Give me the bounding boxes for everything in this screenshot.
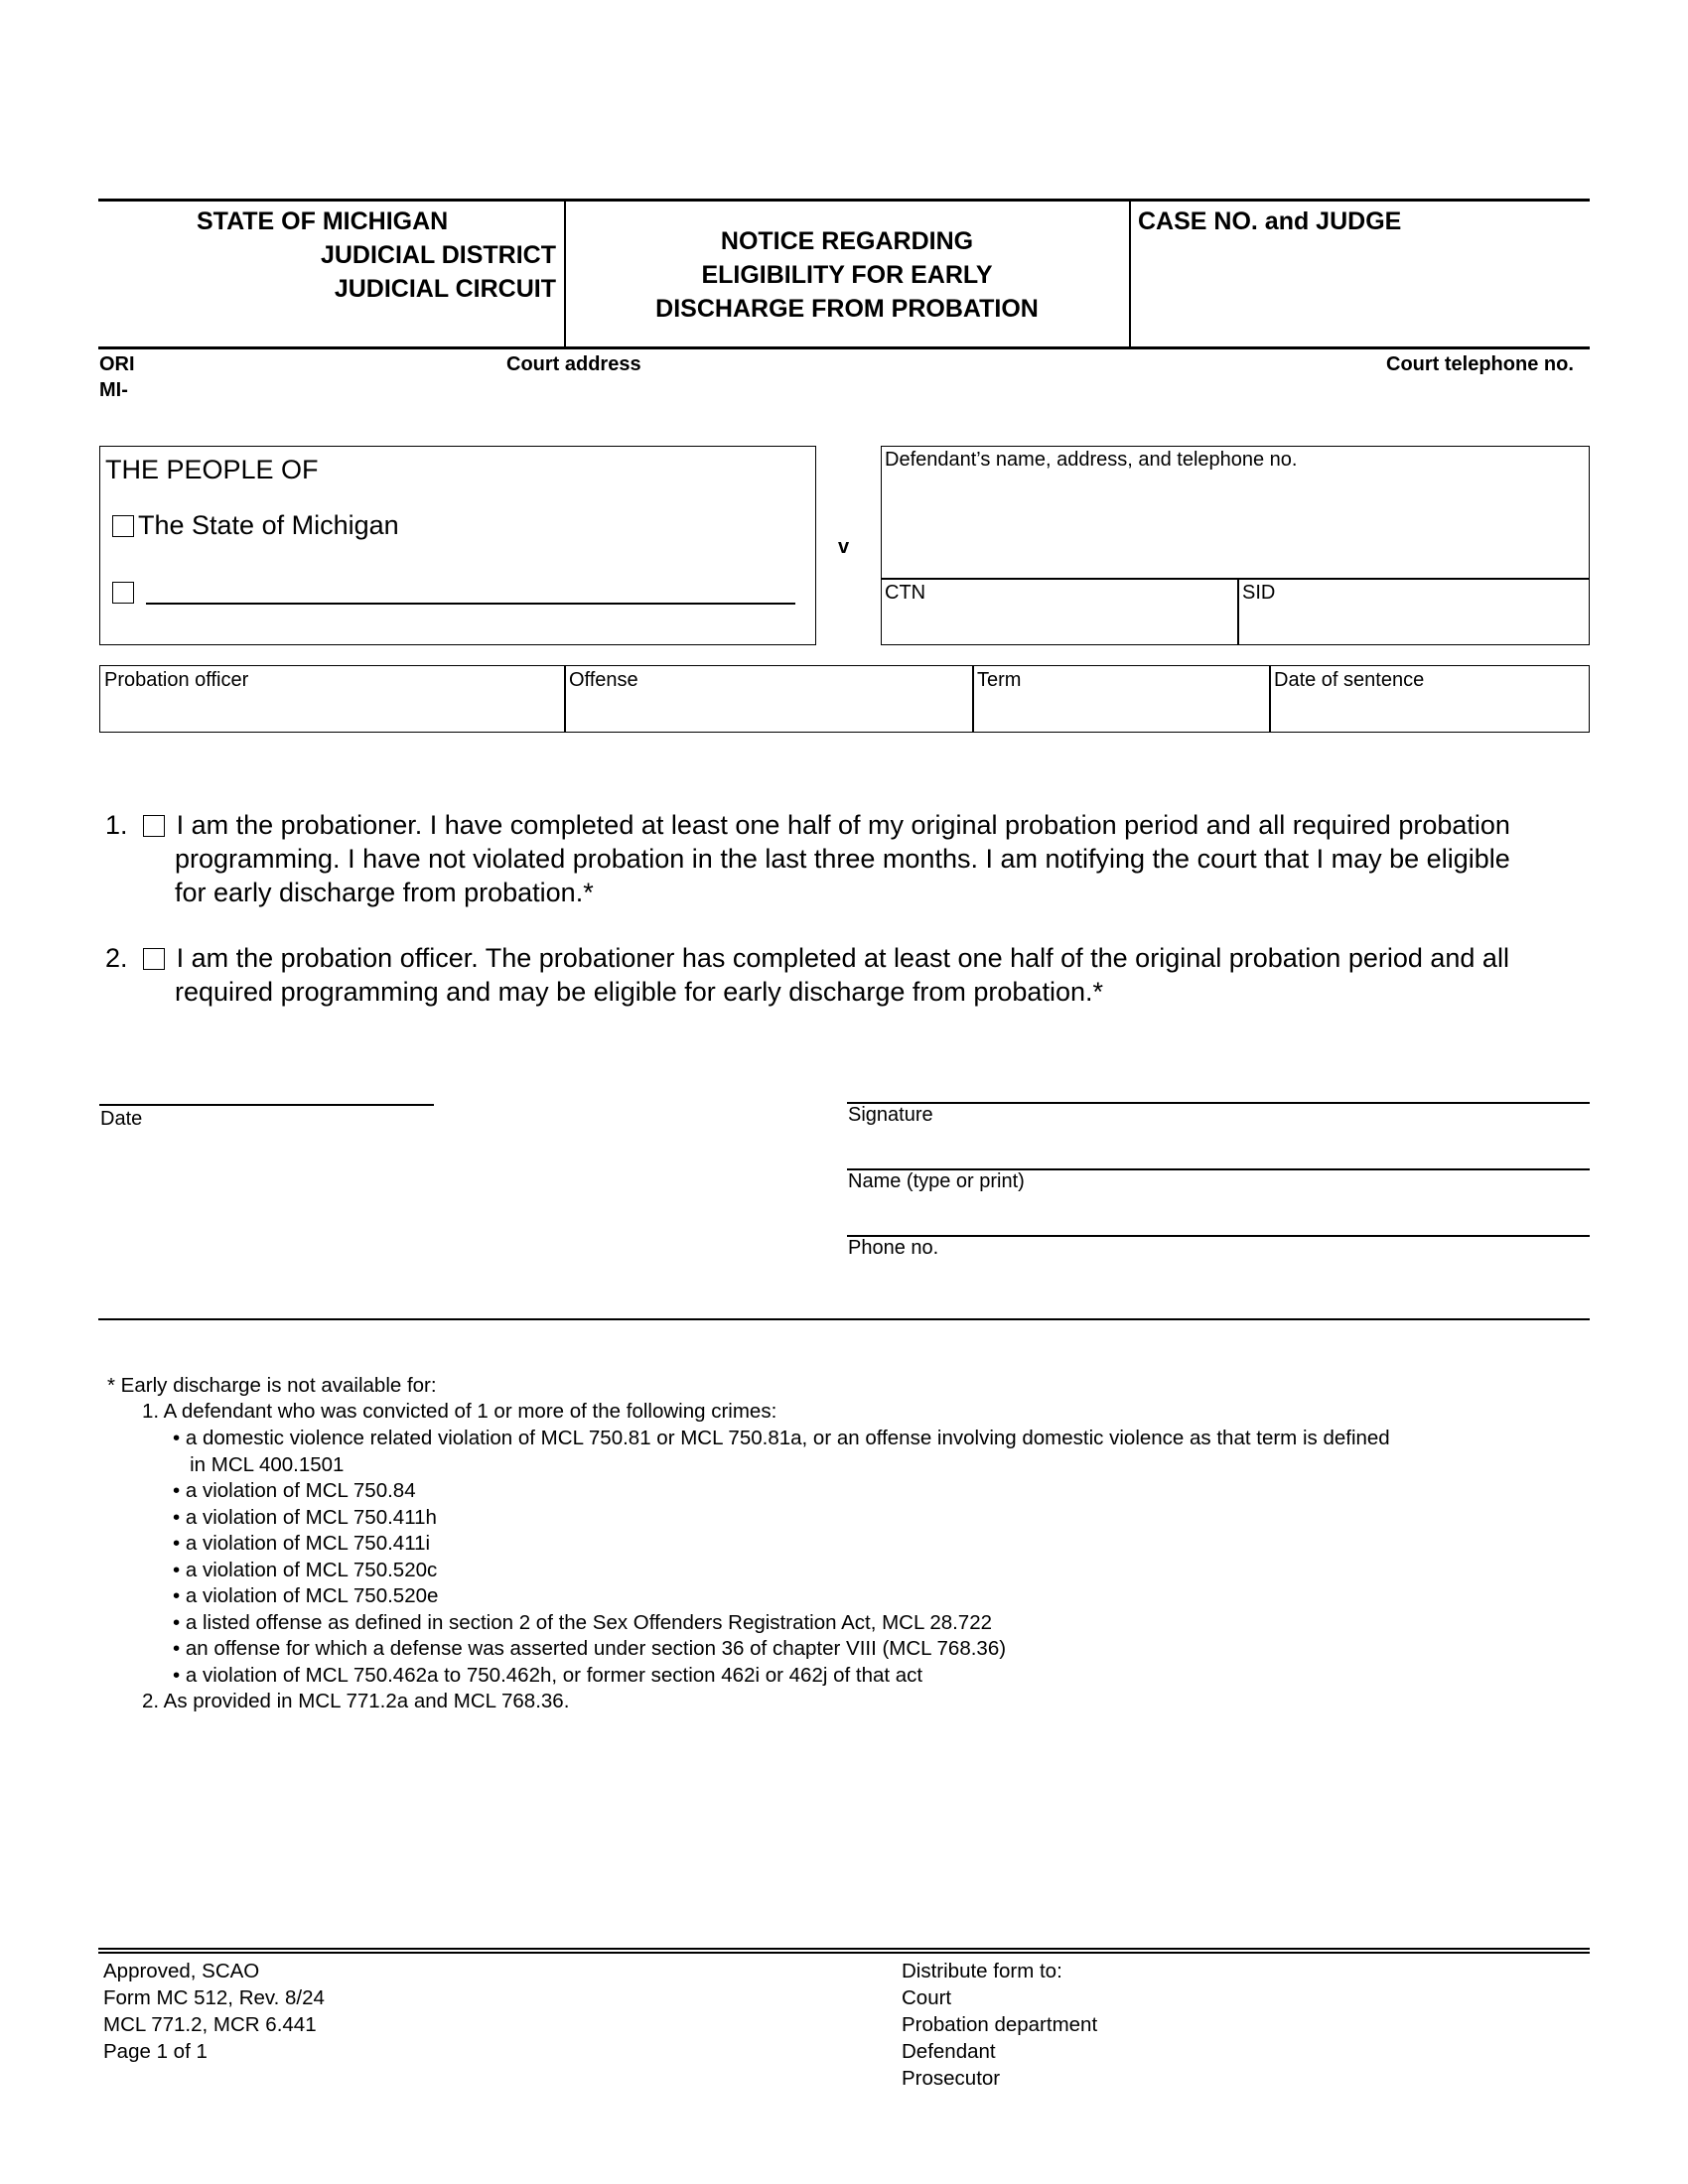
- court-telephone-label: Court telephone no.: [1386, 353, 1574, 375]
- ori-label: ORI: [99, 353, 135, 375]
- district-label: JUDICIAL DISTRICT: [320, 241, 556, 269]
- footer-rule-bottom: [98, 1952, 1590, 1954]
- signature-input[interactable]: [847, 1102, 1590, 1104]
- form-title: [566, 224, 1128, 326]
- footer-authority: MCL 771.2, MCR 6.441: [103, 2013, 317, 2036]
- sid-label: SID: [1242, 582, 1276, 604]
- statement-1-number: 1.: [105, 810, 128, 840]
- details-divider-3: [1269, 666, 1271, 732]
- footnote-bullet: • a violation of MCL 750.84: [173, 1479, 416, 1502]
- ctn-sid-divider: [1237, 578, 1239, 644]
- header-top-rule: [98, 199, 1590, 202]
- footer-approved: Approved, SCAO: [103, 1960, 260, 1982]
- statement-1-line-3: for early discharge from probation.*: [175, 878, 594, 907]
- footer-form-number: Form MC 512, Rev. 8/24: [103, 1986, 325, 2009]
- phone-input[interactable]: [847, 1235, 1590, 1237]
- defendant-divider: [882, 578, 1589, 580]
- section-divider: [98, 1318, 1590, 1320]
- statement-2-line-1: I am the probation officer. The probationer has completed at least one half of the original probation period and all: [176, 943, 1509, 973]
- header-bottom-rule: [98, 346, 1590, 349]
- court-address-label: Court address: [506, 353, 641, 375]
- header-divider-2: [1129, 201, 1131, 348]
- form-title-line-1: NOTICE REGARDING: [720, 227, 974, 255]
- state-option[interactable]: [112, 508, 399, 542]
- name-label: Name (type or print): [848, 1170, 1025, 1192]
- distribute-probation: Probation department: [902, 2013, 1098, 2036]
- people-box: [99, 446, 816, 645]
- footnote-bullet-list: [173, 1426, 1390, 1689]
- other-checkbox[interactable]: [112, 582, 134, 604]
- phone-label: Phone no.: [848, 1237, 939, 1259]
- case-number-field[interactable]: [1132, 243, 1587, 342]
- versus-label: v: [838, 536, 850, 558]
- footer-rule-top: [98, 1948, 1590, 1950]
- term-label: Term: [977, 669, 1022, 691]
- distribute-defendant: Defendant: [902, 2040, 996, 2063]
- date-label: Date: [100, 1108, 143, 1130]
- mi-label: MI-: [99, 379, 128, 401]
- statement-1-checkbox[interactable]: [143, 815, 165, 837]
- ctn-label: CTN: [885, 582, 926, 604]
- defendant-box: [881, 446, 1590, 645]
- state-checkbox[interactable]: [112, 515, 134, 537]
- state-option-label: The State of Michigan: [138, 510, 399, 540]
- defendant-label: Defendant’s name, address, and telephone no.: [885, 449, 1298, 471]
- case-number-label: CASE NO. and JUDGE: [1138, 207, 1402, 235]
- details-row: [99, 665, 1590, 733]
- footnote-bullet: • a violation of MCL 750.520c: [173, 1558, 438, 1581]
- circuit-label: JUDICIAL CIRCUIT: [334, 275, 556, 303]
- court-identification: [99, 205, 556, 306]
- footnote-bullet: • a violation of MCL 750.411i: [173, 1532, 431, 1555]
- details-divider-1: [564, 666, 566, 732]
- footnote-bullet: • a listed offense as defined in section 2 of the Sex Offenders Registration Act, MCL 28.722: [173, 1610, 993, 1634]
- statement-2-checkbox[interactable]: [143, 948, 165, 970]
- footnote-bullet: • a domestic violence related violation of MCL 750.81 or MCL 750.81a, or an offense involving domestic violence as that term is defined: [173, 1427, 1390, 1449]
- statement-1-line-1: I am the probationer. I have completed at least one half of my original probation period and all required probation: [176, 810, 1510, 840]
- offense-label: Offense: [569, 669, 638, 691]
- statement-2: [105, 941, 1595, 1009]
- statement-1-line-2: programming. I have not violated probation in the last three months. I am notifying the court that I may be eligible: [175, 844, 1510, 874]
- state-label: STATE OF MICHIGAN: [197, 207, 449, 235]
- distribute-prosecutor: Prosecutor: [902, 2067, 1001, 2090]
- footer-distribution: [902, 1958, 1097, 2092]
- footnote-intro: * Early discharge is not available for:: [107, 1374, 437, 1397]
- signature-label: Signature: [848, 1104, 933, 1126]
- footnote-bullet: • a violation of MCL 750.520e: [173, 1584, 439, 1607]
- statement-2-line-2: required programming and may be eligible for early discharge from probation.*: [175, 977, 1103, 1007]
- footer-form-info: [103, 1958, 325, 2065]
- distribute-court: Court: [902, 1986, 952, 2009]
- people-of-label: THE PEOPLE OF: [105, 455, 319, 484]
- statement-1: [105, 808, 1595, 909]
- date-input[interactable]: [99, 1104, 434, 1106]
- date-of-sentence-label: Date of sentence: [1274, 669, 1425, 691]
- footnote-item-2: 2. As provided in MCL 771.2a and MCL 768.36.: [142, 1690, 570, 1712]
- form-title-line-3: DISCHARGE FROM PROBATION: [655, 295, 1039, 323]
- other-people-input[interactable]: [146, 603, 795, 605]
- footnote-item-1: 1. A defendant who was convicted of 1 or more of the following crimes:: [142, 1400, 777, 1423]
- other-option[interactable]: [112, 575, 134, 609]
- probation-officer-label: Probation officer: [104, 669, 249, 691]
- distribute-title: Distribute form to:: [902, 1960, 1062, 1982]
- footnote-bullet: • a violation of MCL 750.462a to 750.462h, or former section 462i or 462j of that act: [173, 1663, 923, 1687]
- footnote-bullet: • an offense for which a defense was asserted under section 36 of chapter VIII (MCL 768.36): [173, 1637, 1007, 1660]
- footnote-bullet: in MCL 400.1501: [173, 1452, 345, 1476]
- form-title-line-2: ELIGIBILITY FOR EARLY: [701, 261, 993, 289]
- details-divider-2: [972, 666, 974, 732]
- statement-2-number: 2.: [105, 943, 128, 973]
- footnote-bullet: • a violation of MCL 750.411h: [173, 1505, 437, 1529]
- footer-page: Page 1 of 1: [103, 2040, 208, 2063]
- defendant-input[interactable]: [885, 477, 1580, 576]
